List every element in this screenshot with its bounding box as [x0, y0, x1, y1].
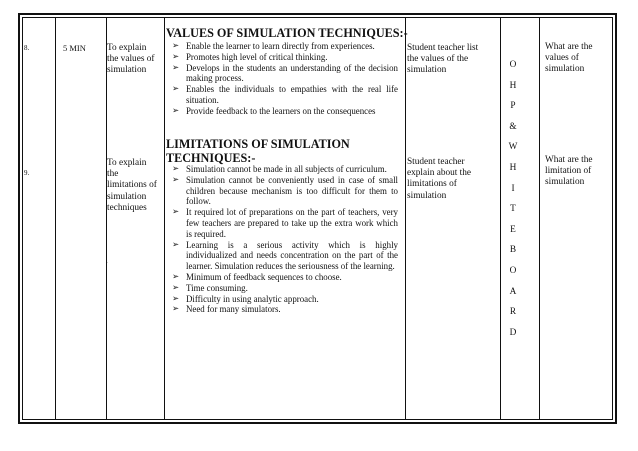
- arrow-bullet-icon: ➢: [172, 105, 180, 116]
- activity-cell: [407, 157, 499, 202]
- bullet-text: Develops in the students an understanding of the decision making process.: [186, 62, 398, 84]
- column-divider: [164, 18, 165, 419]
- evaluation-line: simulation: [545, 64, 585, 75]
- aids-letter: O: [509, 60, 517, 70]
- bullet-point: [166, 294, 398, 305]
- bullet-text: Difficulty in using analytic approach.: [186, 293, 319, 304]
- bullet-text: Enables the individuals to empathies with the real life situation.: [186, 84, 398, 105]
- limitations-list: [166, 164, 398, 315]
- aids-letter: A: [509, 286, 517, 297]
- evaluation-cell: [545, 42, 609, 76]
- bullet-point: [166, 63, 398, 85]
- column-divider: [405, 18, 406, 419]
- arrow-bullet-icon: ➢: [172, 271, 180, 282]
- objective-line: To explain: [107, 43, 147, 53]
- section-heading: TECHNIQUES:-: [166, 151, 256, 165]
- bullet-point: [166, 272, 398, 283]
- bullet-text: Provide feedback to the learners on the consequences: [186, 105, 376, 116]
- values-list: [166, 41, 398, 117]
- evaluation-line: limitation of: [545, 166, 592, 177]
- aids-letter: P: [510, 101, 516, 112]
- evaluation-line: values of: [545, 53, 579, 64]
- dot-mark: .: [106, 257, 108, 265]
- objective-line: simulation: [107, 65, 147, 76]
- activity-line: simulation: [407, 190, 447, 201]
- bullet-point: [166, 41, 398, 52]
- bullet-text: Enable the learner to learn directly from experiences.: [186, 41, 375, 51]
- aids-letter: I: [511, 183, 515, 194]
- objective-line: techniques: [107, 202, 147, 213]
- bullet-text: It required lot of preparations on the part of teachers, very few teachers are prepared to take up the extra work which is required.: [186, 207, 398, 239]
- section-heading: LIMITATIONS OF SIMULATION: [166, 137, 350, 151]
- aids-letter: O: [509, 266, 517, 276]
- column-divider: [106, 18, 107, 419]
- aids-letter: T: [510, 204, 516, 215]
- bullet-point: [166, 84, 398, 106]
- serial-number: 8.: [24, 44, 30, 52]
- arrow-bullet-icon: ➢: [172, 293, 180, 304]
- arrow-bullet-icon: ➢: [172, 41, 180, 51]
- column-divider: [539, 18, 540, 419]
- arrow-bullet-icon: ➢: [172, 282, 180, 293]
- activity-line: the values of the: [407, 54, 469, 65]
- arrow-bullet-icon: ➢: [172, 62, 180, 73]
- aids-letter: E: [510, 224, 516, 235]
- arrow-bullet-icon: ➢: [172, 164, 180, 174]
- bullet-text: Simulation cannot be conveniently used in case of small children because mechanism is too difficult for them to follow.: [186, 174, 398, 207]
- arrow-bullet-icon: ➢: [172, 174, 180, 185]
- arrow-bullet-icon: ➢: [172, 239, 180, 250]
- section-heading: VALUES OF SIMULATION TECHNIQUES:-: [166, 26, 408, 40]
- bullet-point: [166, 164, 398, 175]
- activity-line: Student teacher list: [407, 43, 479, 53]
- bullet-point: [166, 283, 398, 294]
- arrow-bullet-icon: ➢: [172, 84, 180, 95]
- bullet-point: [166, 207, 398, 239]
- arrow-bullet-icon: ➢: [172, 304, 180, 315]
- duration: 5 MIN: [63, 43, 86, 53]
- bullet-text: Learning is a serious activity which is highly individualized and needs concentration on the part of the learner. Simulation reduces the seriousness of the learning.: [186, 239, 398, 272]
- objective-line: the: [107, 169, 119, 180]
- serial-number: 9.: [24, 169, 30, 177]
- bullet-point: [166, 175, 398, 207]
- activity-line: limitations of: [407, 179, 457, 190]
- objective-cell: [107, 158, 165, 214]
- bullet-text: Minimum of feedback sequences to choose.: [186, 271, 342, 282]
- activity-line: Student teacher: [407, 157, 465, 167]
- activity-cell: [407, 43, 499, 77]
- aids-letter: B: [509, 245, 517, 256]
- bullet-text: Need for many simulators.: [186, 304, 281, 315]
- bullet-text: Simulation cannot be made in all subjects of curriculum.: [186, 164, 387, 174]
- evaluation-line: What are the: [545, 42, 593, 52]
- aids-letter: &: [509, 121, 517, 132]
- aids-letter: D: [509, 327, 517, 338]
- bullet-text: Time consuming.: [186, 282, 248, 293]
- aids-letter: H: [509, 163, 517, 173]
- bullet-point: [166, 240, 398, 272]
- activity-line: explain about the: [407, 168, 472, 179]
- bullet-point: [166, 106, 398, 117]
- column-divider: [500, 18, 501, 419]
- aids-letter: H: [509, 80, 517, 91]
- objective-line: limitations of: [107, 180, 157, 191]
- objective-cell: [107, 43, 165, 77]
- arrow-bullet-icon: ➢: [172, 51, 180, 62]
- column-divider: [55, 18, 56, 419]
- aids-letter: W: [508, 142, 518, 153]
- bullet-text: Promotes high level of critical thinking.: [186, 51, 328, 62]
- bullet-point: [166, 304, 398, 315]
- evaluation-line: What are the: [545, 155, 593, 165]
- aids-letter: R: [509, 307, 517, 318]
- arrow-bullet-icon: ➢: [172, 207, 180, 218]
- objective-line: the values of: [107, 54, 155, 65]
- evaluation-cell: [545, 155, 609, 189]
- objective-line: simulation: [107, 191, 147, 202]
- bullet-point: [166, 52, 398, 63]
- evaluation-line: simulation: [545, 177, 585, 188]
- activity-line: simulation: [407, 65, 447, 76]
- objective-line: To explain: [107, 158, 147, 168]
